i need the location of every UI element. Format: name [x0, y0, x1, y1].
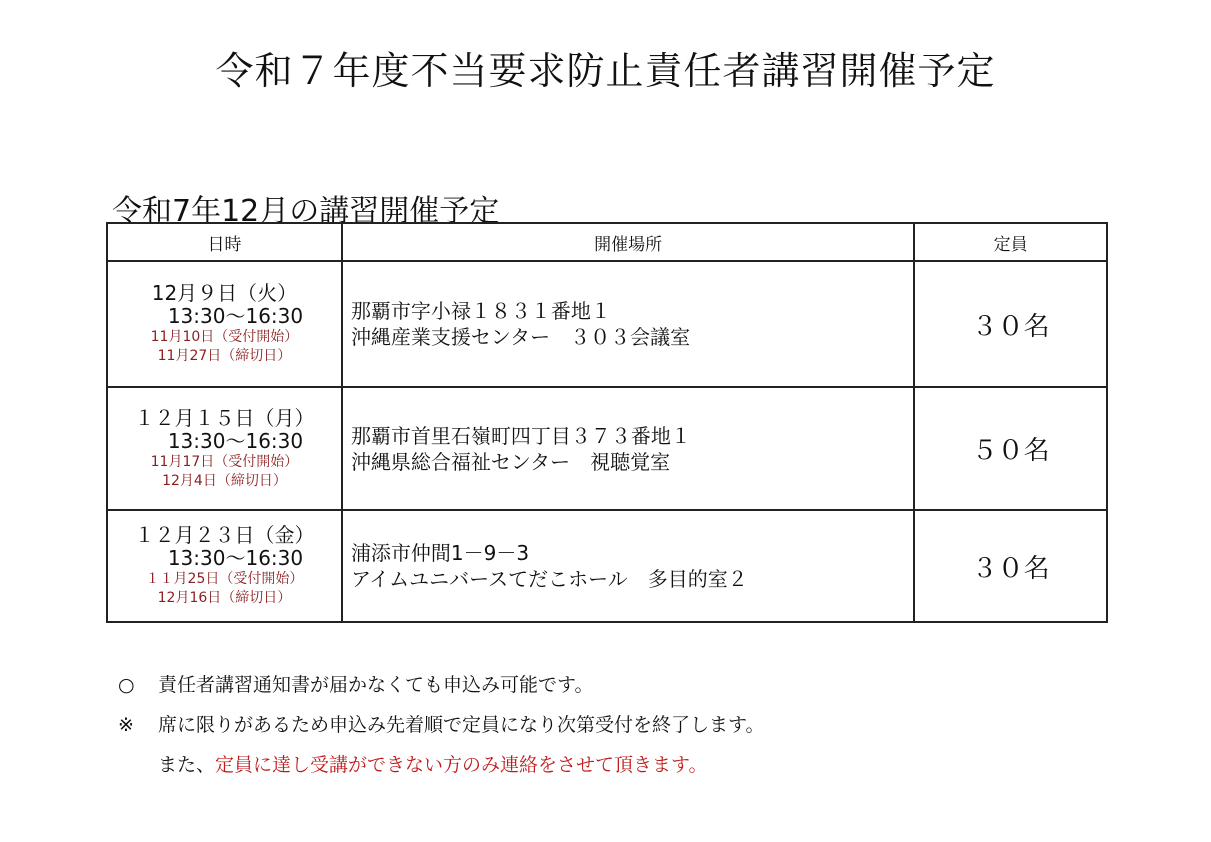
table-row [107, 510, 1107, 622]
capacity-cell: ３０名 [914, 510, 1107, 622]
document-title: 令和７年度不当要求防止責任者講習開催予定 [215, 49, 996, 93]
date-cell [107, 261, 342, 387]
session-time: 13:30～16:30 [167, 304, 304, 329]
venue-name: 沖縄県総合福祉センター 視聴覚室 [350, 449, 671, 474]
schedule-table [106, 222, 1108, 623]
note-text: 席に限りがあるため申込み先着順で定員になり次第受付を終了します。 [158, 714, 765, 736]
deadline: 12月4日（締切日） [162, 472, 287, 489]
session-date: １２月１５日（月） [134, 405, 315, 430]
session-date: １２月２３日（金） [134, 523, 315, 548]
note-highlight: 定員に達し受講ができない方のみ連絡をさせて頂きます。 [215, 754, 708, 776]
date-cell [107, 387, 342, 510]
header-capacity: 定員 [914, 223, 1107, 261]
deadline: 11月27日（締切日） [157, 348, 292, 364]
table-row [107, 261, 1107, 387]
capacity-cell: ３０名 [914, 261, 1107, 387]
session-time: 13:30～16:30 [167, 428, 304, 453]
header-date: 日時 [107, 223, 342, 261]
venue-cell [342, 510, 914, 622]
deadline: 12月16日（締切日） [157, 590, 292, 606]
venue-name: アイムユニバースてだこホール 多目的室２ [350, 567, 748, 591]
venue-address: 那覇市首里石嶺町四丁目３７３番地１ [350, 423, 691, 448]
venue-cell [342, 387, 914, 510]
note-text: 責任者講習通知書が届かなくても申込み可能です。 [158, 674, 594, 696]
note-continuation-prefix: また、 [158, 754, 216, 776]
venue-address: 浦添市仲間1－9－3 [350, 541, 530, 565]
section-heading: 令和7年12月の講習開催予定 [112, 194, 500, 229]
table-header-row [107, 223, 1107, 261]
date-cell [107, 510, 342, 622]
reception-start: １１月25日（受付開始） [145, 571, 304, 588]
venue-name: 沖縄産業支援センター ３０３会議室 [350, 325, 691, 349]
reception-start: 11月10日（受付開始） [150, 329, 299, 346]
circle-mark: ○ [118, 674, 135, 696]
session-date: 12月９日（火） [151, 281, 298, 306]
table-row [107, 387, 1107, 510]
session-time: 13:30～16:30 [167, 546, 304, 571]
reference-mark: ※ [118, 714, 134, 736]
header-venue: 開催場所 [342, 223, 914, 261]
venue-cell [342, 261, 914, 387]
reception-start: 11月17日（受付開始） [150, 453, 299, 470]
venue-address: 那覇市字小禄１８３１番地１ [350, 299, 611, 323]
capacity-cell: ５０名 [914, 387, 1107, 510]
